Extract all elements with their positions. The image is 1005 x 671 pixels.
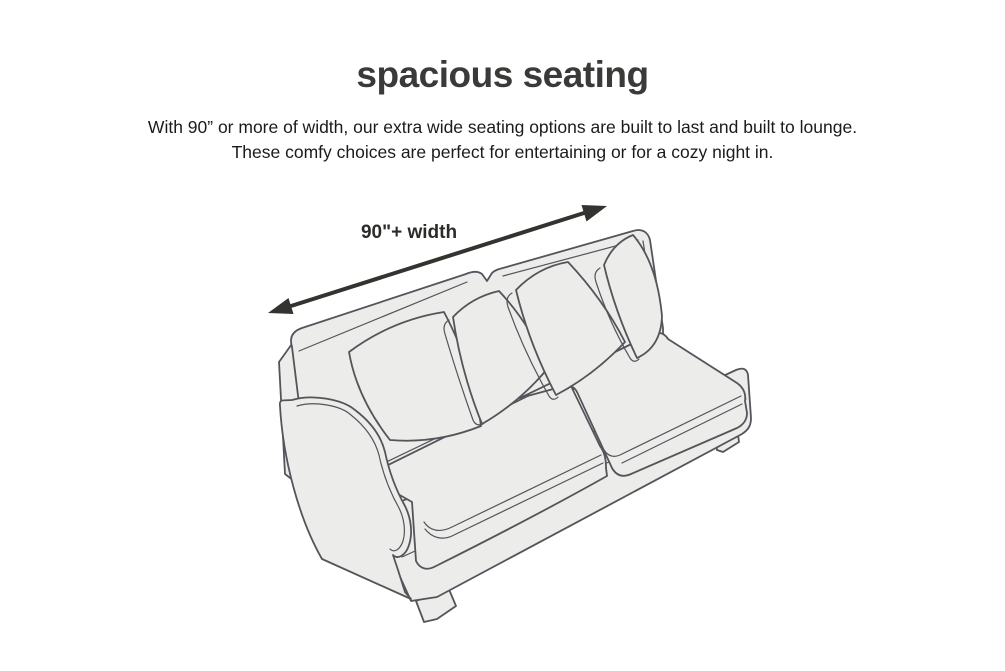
description-line-1: With 90” or more of width, our extra wide seating options are built to last and built to lounge.	[147, 117, 858, 137]
page-title: spacious seating	[356, 54, 649, 95]
dimension-arrowhead-left	[268, 298, 294, 314]
description-line-2: These comfy choices are perfect for entertaining or for a cozy night in.	[231, 141, 774, 162]
dimension-arrowhead-right	[582, 205, 608, 222]
width-dimension-label: 90"+ width	[360, 222, 458, 243]
